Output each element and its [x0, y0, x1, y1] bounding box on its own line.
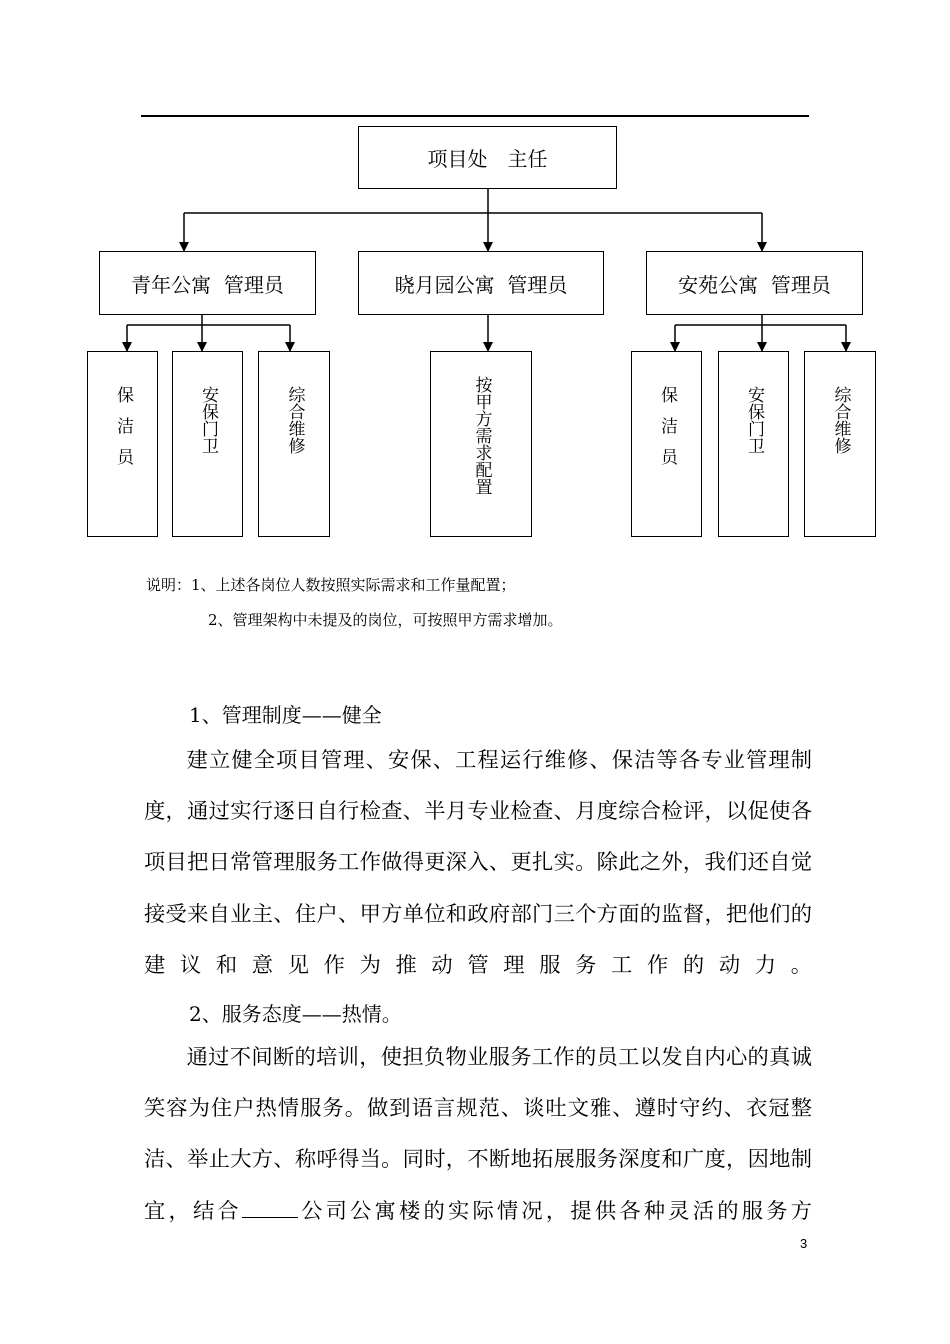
- fill-in-blank: [242, 1197, 298, 1218]
- staff-label: 综合维修: [830, 386, 851, 454]
- section-heading-2: 2、服务态度——热情。: [189, 1002, 402, 1026]
- manager-box-qingnian: [99, 251, 316, 315]
- note-line-1: 说明：1、上述各岗位人数按照实际需求和工作量配置；: [146, 576, 516, 594]
- section-paragraph-2: [144, 1032, 812, 1237]
- staff-box-maintenance: [258, 351, 330, 537]
- staff-box-cleaner: [87, 351, 158, 537]
- org-top-box: [358, 126, 617, 189]
- staff-label: 安保门卫: [198, 386, 218, 454]
- staff-box-cleaner: [631, 351, 702, 537]
- paragraph-text: 公司公寓楼的实际情况，提供各种灵活的服务方: [297, 1198, 812, 1224]
- staff-box-as-required: [430, 351, 532, 537]
- manager-box-anyuan: [646, 251, 863, 315]
- staff-label: 安保门卫: [744, 386, 764, 454]
- manager-label: 安苑公寓 管理员: [678, 272, 831, 297]
- page-number: 3: [800, 1236, 808, 1251]
- staff-label: 保洁员: [657, 386, 677, 479]
- section-paragraph-1: 建立健全项目管理、安保、工程运行维修、保洁等各专业管理制度，通过实行逐日自行检查、半月专业检查、月度综合检评，以促使各项目把日常管理服务工作做得更深入、更扎实。除此之外，我们还自觉接受来自业主、住户、甲方单位和政府部门三个方面的监督，把他们的建议和意见作为推动管理服务工作的动力。: [144, 748, 812, 978]
- staff-label: 按甲方需求配置: [471, 376, 492, 495]
- paragraph-text: 通过不间断的培训，使担负物业服务工作的员工以发自内心的真诚笑容为住户热情服务。做到语言规范、谈吐文雅、遵时守约、衣冠整洁、举止大方、称呼得当。同时，不断地拓展服务深度和广度，因地制宜，结合: [144, 1045, 812, 1224]
- manager-label: 青年公寓 管理员: [131, 272, 284, 297]
- staff-label: 综合维修: [284, 386, 305, 454]
- staff-box-maintenance: [804, 351, 876, 537]
- org-top-label: 项目处 主任: [427, 147, 548, 171]
- staff-box-security: [172, 351, 243, 537]
- staff-box-security: [718, 351, 789, 537]
- manager-box-xiaoyueyuan: [358, 251, 604, 315]
- note-line-2: 2、管理架构中未提及的岗位，可按照甲方需求增加。: [208, 611, 563, 629]
- staff-label: 保洁员: [113, 386, 133, 479]
- manager-label: 晓月园公寓 管理员: [394, 272, 568, 297]
- section-heading-1: 1、管理制度——健全: [189, 703, 382, 727]
